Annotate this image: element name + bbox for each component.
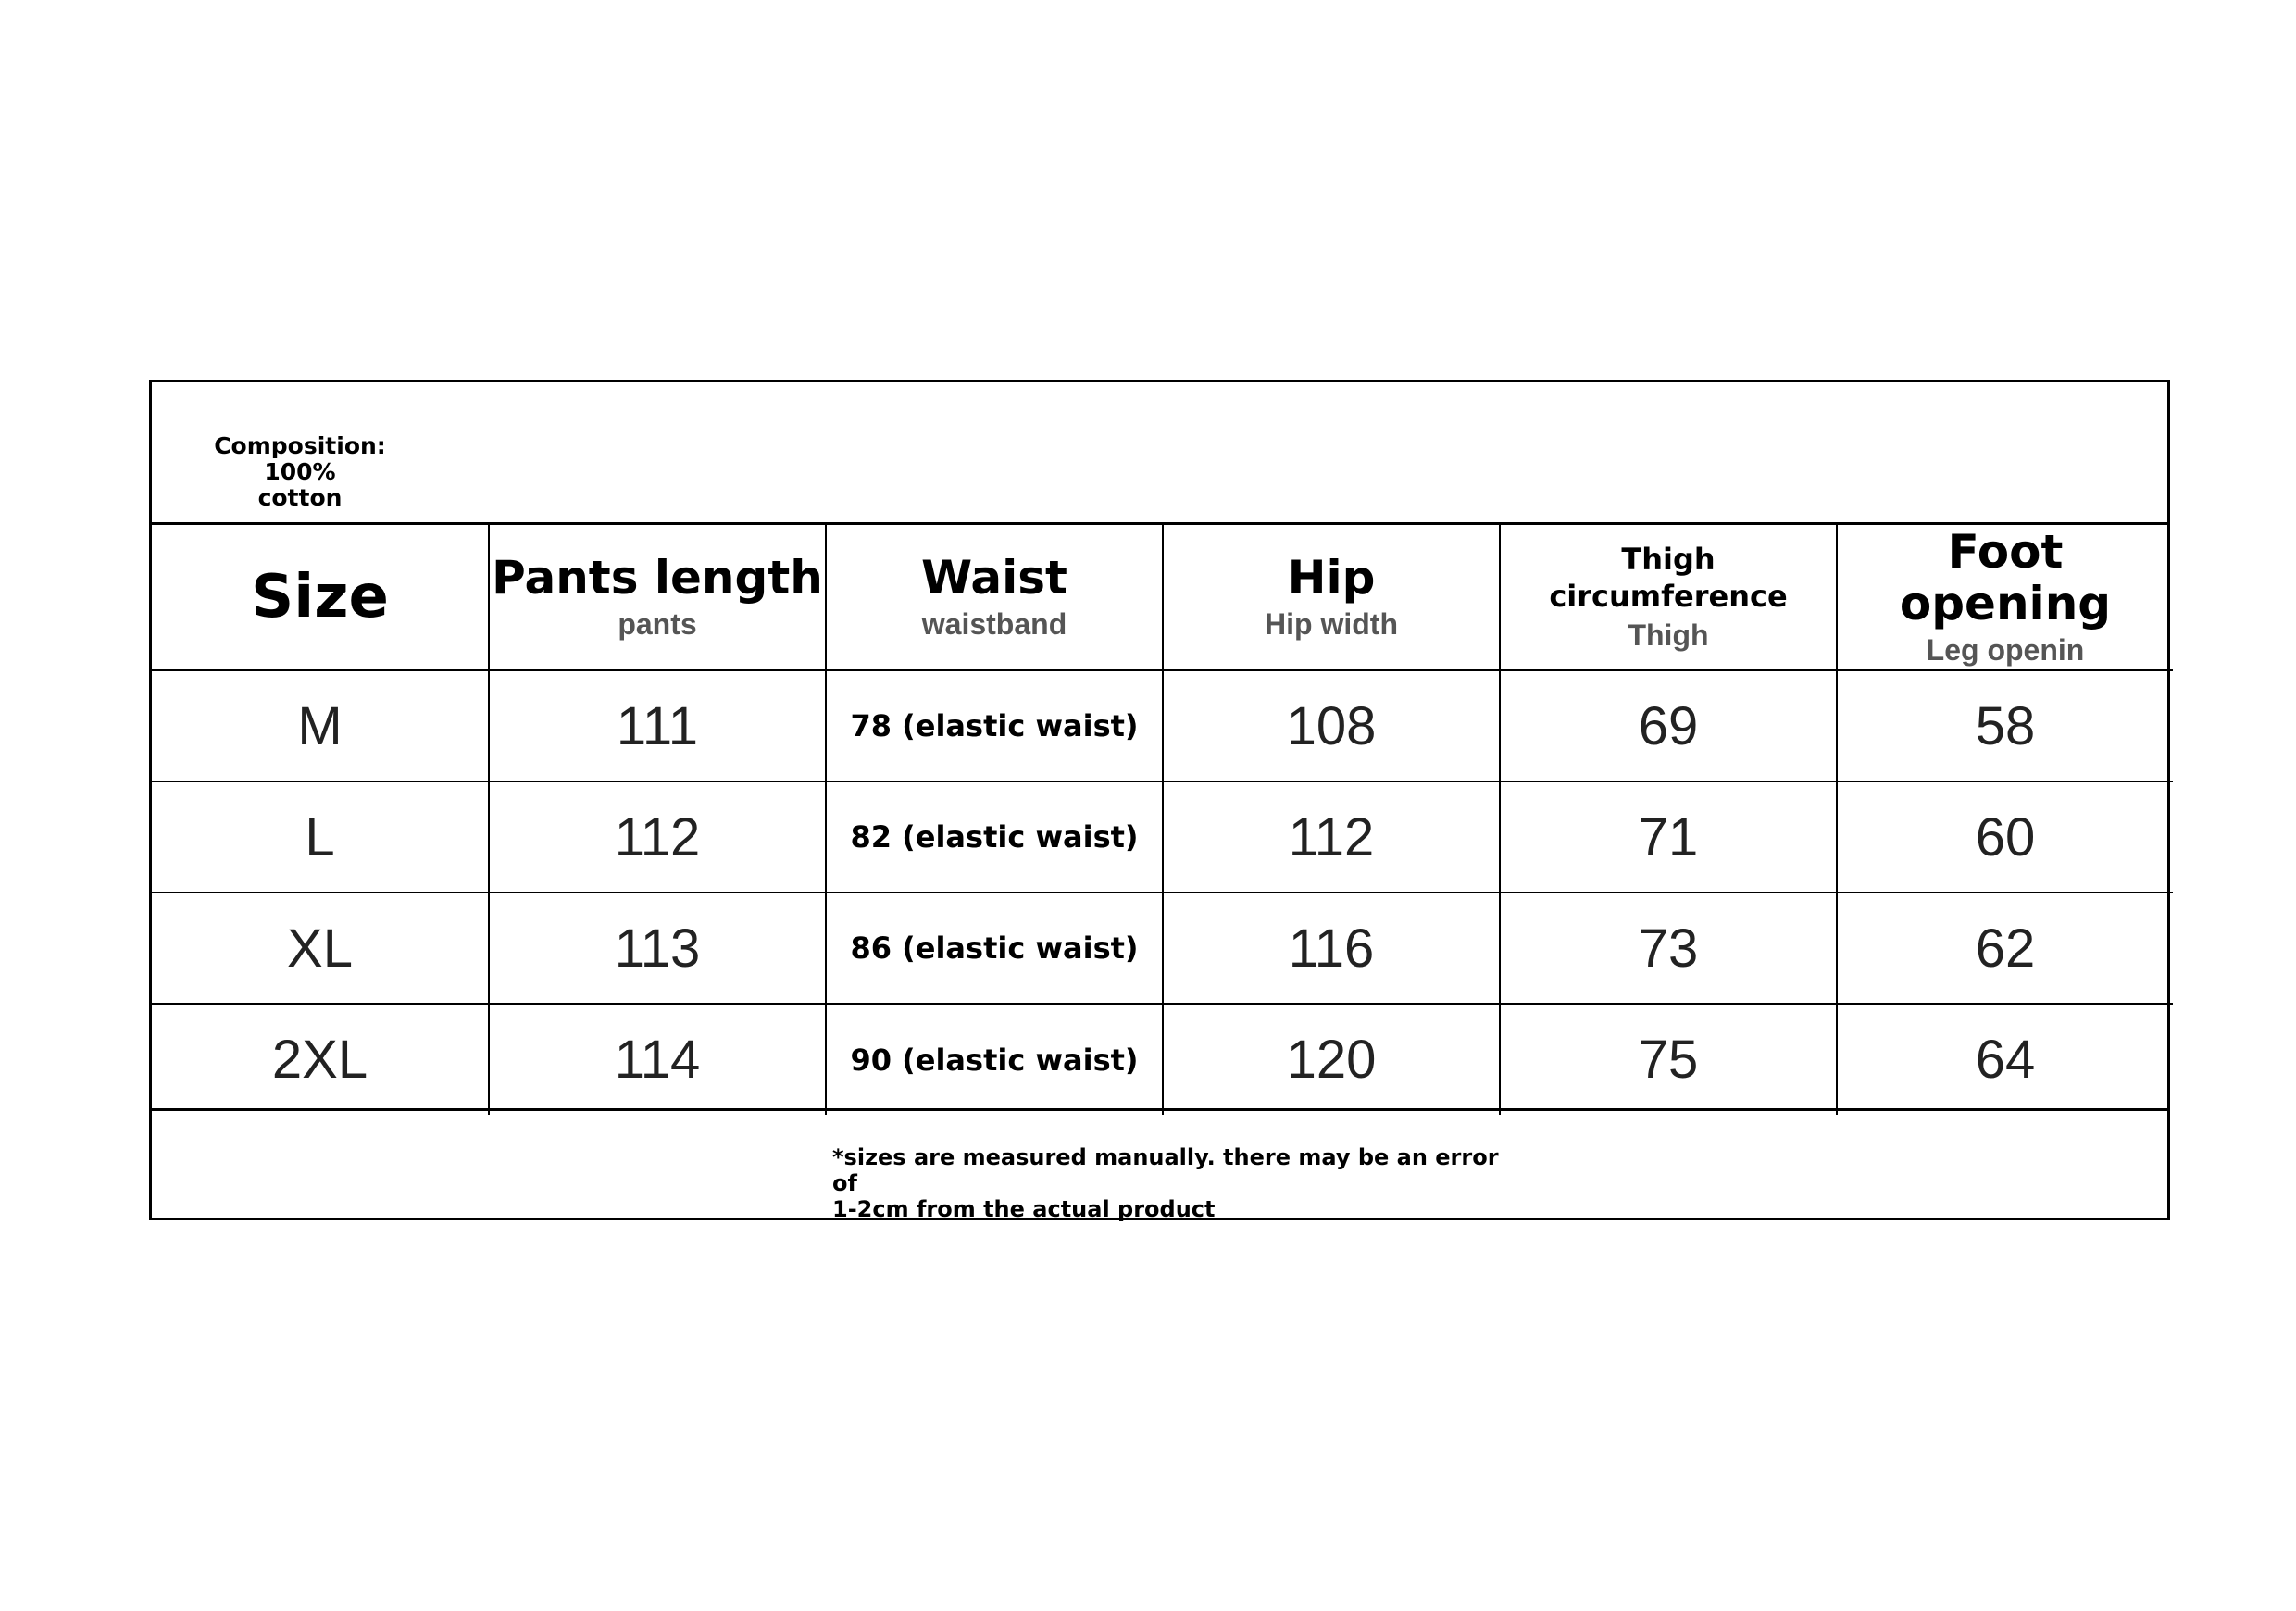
table-row [152,781,2173,893]
column-header-thigh [1500,525,1837,670]
column-header-foot-opening [1837,525,2173,670]
cell-hip: 108 [1163,670,1500,781]
size-chart [149,380,2170,1220]
column-header-pants-length [489,525,826,670]
cell-size: XL [152,893,489,1004]
table-row [152,893,2173,1004]
composition-note [175,433,425,511]
column-subtitle-thigh: Thigh [1628,618,1709,652]
column-subtitle-pants-length: pants [618,607,697,641]
cell-hip: 116 [1163,893,1500,1004]
cell-size: L [152,781,489,893]
column-title-hip: Hip [1287,551,1376,605]
cell-foot-opening: 58 [1837,670,2173,781]
footnote-line-2: 1-2cm from the actual product [832,1196,1216,1222]
composition-row [152,382,2167,525]
column-title-waist: Waist [921,551,1067,605]
column-title-thigh: Thigh circumference [1549,542,1788,614]
cell-waist: 82 (elastic waist) [826,781,1163,893]
cell-foot-opening: 64 [1837,1004,2173,1115]
column-header-waist [826,525,1163,670]
cell-thigh: 73 [1500,893,1837,1004]
column-title-pants-length: Pants length [492,551,823,605]
footnote-row [152,1108,2167,1222]
cell-size: 2XL [152,1004,489,1115]
header-row [152,525,2173,670]
table-row [152,1004,2173,1115]
composition-line-2: cotton [257,484,343,511]
cell-pants-length: 114 [489,1004,826,1115]
composition-line-1: Composition: 100% [214,432,386,485]
column-header-size [152,525,489,670]
footnote-line-1: *sizes are measured manually. there may be an error of [832,1144,1499,1196]
column-header-hip [1163,525,1500,670]
cell-foot-opening: 62 [1837,893,2173,1004]
column-subtitle-hip: Hip width [1265,607,1398,641]
cell-size: M [152,670,489,781]
measurement-footnote [832,1144,1499,1222]
cell-waist: 90 (elastic waist) [826,1004,1163,1115]
cell-thigh: 75 [1500,1004,1837,1115]
cell-hip: 112 [1163,781,1500,893]
column-title-foot-opening: Foot opening [1899,525,2112,631]
size-table [152,525,2173,1115]
column-subtitle-foot-opening: Leg openin [1926,633,2085,667]
cell-pants-length: 111 [489,670,826,781]
column-title-size: Size [251,563,389,631]
cell-waist: 86 (elastic waist) [826,893,1163,1004]
cell-foot-opening: 60 [1837,781,2173,893]
table-row [152,670,2173,781]
cell-pants-length: 113 [489,893,826,1004]
column-subtitle-waist: waistband [921,607,1067,641]
cell-pants-length: 112 [489,781,826,893]
cell-thigh: 69 [1500,670,1837,781]
cell-thigh: 71 [1500,781,1837,893]
cell-hip: 120 [1163,1004,1500,1115]
cell-waist: 78 (elastic waist) [826,670,1163,781]
